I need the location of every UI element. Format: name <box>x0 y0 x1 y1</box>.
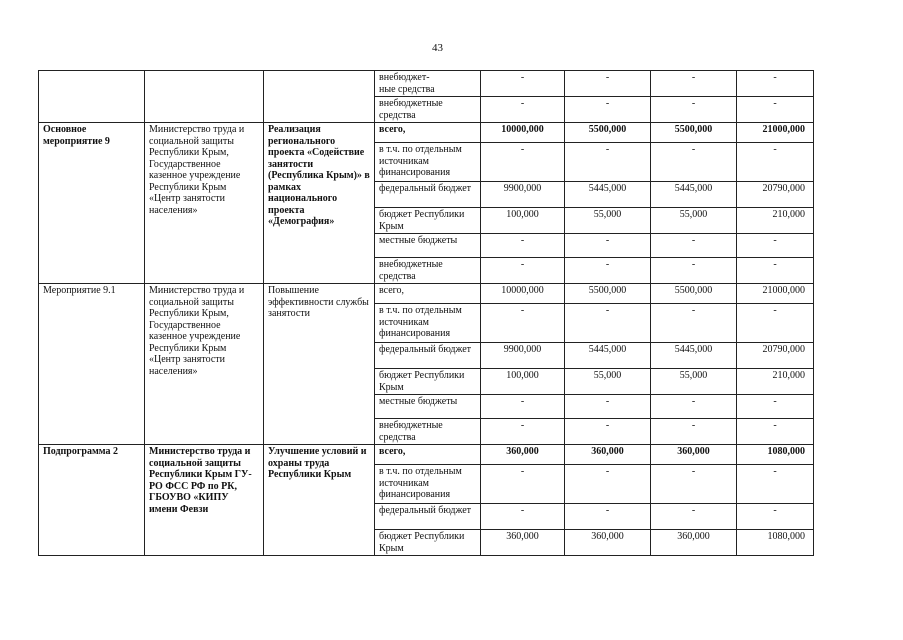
funding-source-cell: всего, <box>375 123 481 143</box>
table-body <box>39 71 814 556</box>
amount-cell: - <box>565 419 651 445</box>
amount-cell: - <box>651 395 737 419</box>
amount-cell: - <box>565 97 651 123</box>
executor-cell <box>145 71 264 123</box>
amount-cell: - <box>565 395 651 419</box>
table-row <box>39 445 814 465</box>
description-cell: Улучшение условий и охраны труда Республики Крым <box>264 445 375 556</box>
amount-cell: - <box>737 304 814 343</box>
table-row <box>39 123 814 143</box>
funding-source-cell: внебюджетные средства <box>375 258 481 284</box>
amount-cell: 360,000 <box>565 445 651 465</box>
amount-cell: - <box>481 97 565 123</box>
amount-cell: - <box>565 234 651 258</box>
amount-cell: - <box>565 143 651 182</box>
amount-cell: 20790,000 <box>737 343 814 369</box>
amount-cell: - <box>651 304 737 343</box>
amount-cell: 360,000 <box>565 530 651 556</box>
amount-cell: - <box>651 465 737 504</box>
funding-source-cell: федеральный бюджет <box>375 343 481 369</box>
amount-cell: - <box>481 143 565 182</box>
amount-cell: - <box>737 465 814 504</box>
amount-cell: 55,000 <box>565 369 651 395</box>
amount-cell: - <box>481 234 565 258</box>
amount-cell: - <box>651 97 737 123</box>
amount-cell: - <box>565 504 651 530</box>
amount-cell: 20790,000 <box>737 182 814 208</box>
funding-source-cell: федеральный бюджет <box>375 504 481 530</box>
amount-cell: - <box>737 504 814 530</box>
funding-source-cell: всего, <box>375 284 481 304</box>
amount-cell: 1080,000 <box>737 445 814 465</box>
amount-cell: 5500,000 <box>651 284 737 304</box>
amount-cell: 210,000 <box>737 369 814 395</box>
amount-cell: - <box>481 304 565 343</box>
amount-cell: - <box>737 419 814 445</box>
amount-cell: - <box>481 395 565 419</box>
amount-cell: 55,000 <box>565 208 651 234</box>
executor-cell: Министерство труда и социальной защиты Республики Крым, Государственное казенное учреждение Республики Крым «Центр занятости населения» <box>145 284 264 445</box>
funding-source-cell: федеральный бюджет <box>375 182 481 208</box>
amount-cell: - <box>565 71 651 97</box>
amount-cell: 55,000 <box>651 369 737 395</box>
table-row <box>39 71 814 97</box>
amount-cell: 210,000 <box>737 208 814 234</box>
funding-source-cell: внебюджетные средства <box>375 97 481 123</box>
amount-cell: - <box>651 143 737 182</box>
funding-source-cell: бюджет Республики Крым <box>375 369 481 395</box>
amount-cell: 5445,000 <box>651 343 737 369</box>
financing-table <box>38 70 814 556</box>
amount-cell: - <box>737 395 814 419</box>
amount-cell: - <box>737 234 814 258</box>
table-row <box>39 284 814 304</box>
amount-cell: 360,000 <box>651 530 737 556</box>
amount-cell: - <box>737 71 814 97</box>
amount-cell: 21000,000 <box>737 284 814 304</box>
page-number: 43 <box>432 42 443 54</box>
section-name-cell: Мероприятие 9.1 <box>39 284 145 445</box>
amount-cell: 10000,000 <box>481 284 565 304</box>
amount-cell: 100,000 <box>481 369 565 395</box>
amount-cell: 5445,000 <box>565 182 651 208</box>
amount-cell: - <box>481 419 565 445</box>
funding-source-cell: в т.ч. по отдельным источникам финансирования <box>375 143 481 182</box>
amount-cell: - <box>651 419 737 445</box>
amount-cell: - <box>651 258 737 284</box>
amount-cell: 9900,000 <box>481 343 565 369</box>
amount-cell: - <box>565 258 651 284</box>
amount-cell: - <box>651 504 737 530</box>
amount-cell: - <box>737 143 814 182</box>
amount-cell: 5445,000 <box>651 182 737 208</box>
funding-source-cell: бюджет Республики Крым <box>375 530 481 556</box>
amount-cell: 5500,000 <box>651 123 737 143</box>
section-name-cell: Основное мероприятие 9 <box>39 123 145 284</box>
amount-cell: 9900,000 <box>481 182 565 208</box>
funding-source-cell: в т.ч. по отдельным источникам финансирования <box>375 304 481 343</box>
description-cell: Повышение эффективности службы занятости <box>264 284 375 445</box>
amount-cell: 21000,000 <box>737 123 814 143</box>
amount-cell: - <box>737 258 814 284</box>
amount-cell: - <box>481 504 565 530</box>
executor-cell: Министерство труда и социальной защиты Республики Крым ГУ-РО ФСС РФ по РК, ГБОУВО «КИПУ имени Февзи <box>145 445 264 556</box>
amount-cell: - <box>651 71 737 97</box>
amount-cell: 5500,000 <box>565 284 651 304</box>
amount-cell: 55,000 <box>651 208 737 234</box>
amount-cell: 5500,000 <box>565 123 651 143</box>
funding-source-cell: внебюджет- ные средства <box>375 71 481 97</box>
amount-cell: - <box>481 465 565 504</box>
funding-source-cell: в т.ч. по отдельным источникам финансирования <box>375 465 481 504</box>
amount-cell: 360,000 <box>481 445 565 465</box>
amount-cell: - <box>481 71 565 97</box>
funding-source-cell: всего, <box>375 445 481 465</box>
amount-cell: 5445,000 <box>565 343 651 369</box>
section-name-cell <box>39 71 145 123</box>
amount-cell: - <box>565 304 651 343</box>
amount-cell: 10000,000 <box>481 123 565 143</box>
amount-cell: - <box>481 258 565 284</box>
executor-cell: Министерство труда и социальной защиты Республики Крым, Государственное казенное учреждение Республики Крым «Центр занятости населения» <box>145 123 264 284</box>
section-name-cell: Подпрограмма 2 <box>39 445 145 556</box>
amount-cell: - <box>737 97 814 123</box>
funding-source-cell: внебюджетные средства <box>375 419 481 445</box>
funding-source-cell: местные бюджеты <box>375 234 481 258</box>
amount-cell: 360,000 <box>651 445 737 465</box>
funding-source-cell: местные бюджеты <box>375 395 481 419</box>
amount-cell: 360,000 <box>481 530 565 556</box>
amount-cell: 100,000 <box>481 208 565 234</box>
amount-cell: - <box>651 234 737 258</box>
description-cell: Реализация регионального проекта «Содействие занятости (Республика Крым)» в рамках национального проекта «Демография» <box>264 123 375 284</box>
amount-cell: - <box>565 465 651 504</box>
amount-cell: 1080,000 <box>737 530 814 556</box>
funding-source-cell: бюджет Республики Крым <box>375 208 481 234</box>
description-cell <box>264 71 375 123</box>
